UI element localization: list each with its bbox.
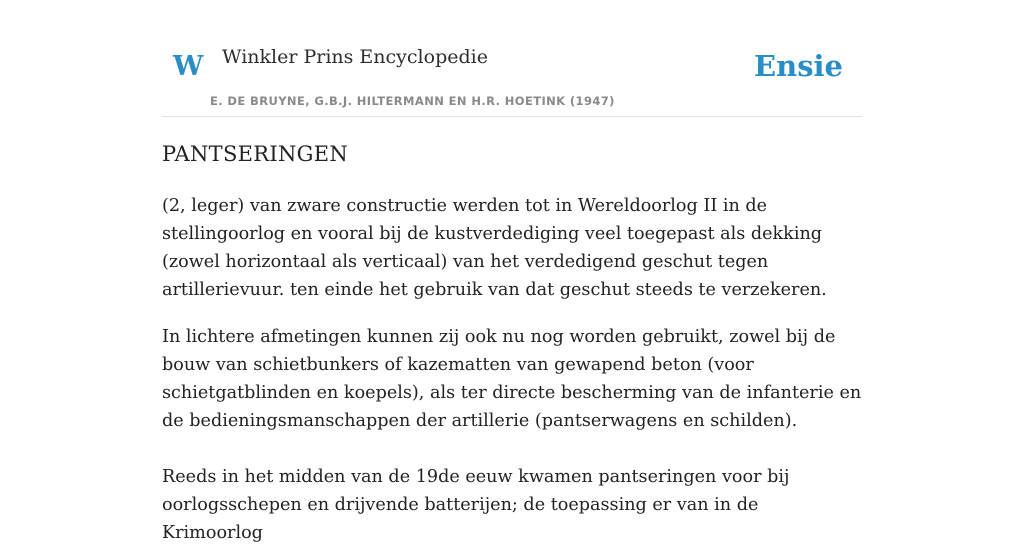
encyclopedia-authors: E. DE BRUYNE, G.B.J. HILTERMANN EN H.R. HOETINK (1947) — [210, 94, 615, 108]
article-paragraph-2: In lichtere afmetingen kunnen zij ook nu nog worden gebruikt, zowel bij de bouw van schietbunkers of kazematten van gewapend beton (voor schietgatblinden en koepels), als ter directe bescherming van de infanterie en de bedieningsmanschappen der artillerie (pantserwagens en schilden). — [162, 327, 862, 431]
winkler-prins-logo[interactable]: W — [173, 51, 204, 82]
article-paragraph-3: Reeds in het midden van de 19de eeuw kwamen pantseringen voor bij oorlogsschepen en drijvende batterijen; de toepassing er van in de Krimoorlog — [162, 467, 790, 543]
site-header — [162, 0, 862, 117]
article-title: PANTSERINGEN — [162, 142, 349, 166]
ensie-brand-logo[interactable]: Ensie — [754, 49, 843, 83]
article-paragraph-1: (2, leger) van zware constructie werden tot in Wereldoorlog II in de stellingoorlog en vooral bij de kustverdediging veel toegepast als dekking (zowel horizontaal als verticaal) van het verdedigend geschut tegen artillerievuur. ten einde het gebruik van dat geschut steeds te verzekeren. — [162, 196, 827, 300]
page — [162, 0, 862, 543]
encyclopedia-title[interactable]: Winkler Prins Encyclopedie — [222, 46, 488, 68]
